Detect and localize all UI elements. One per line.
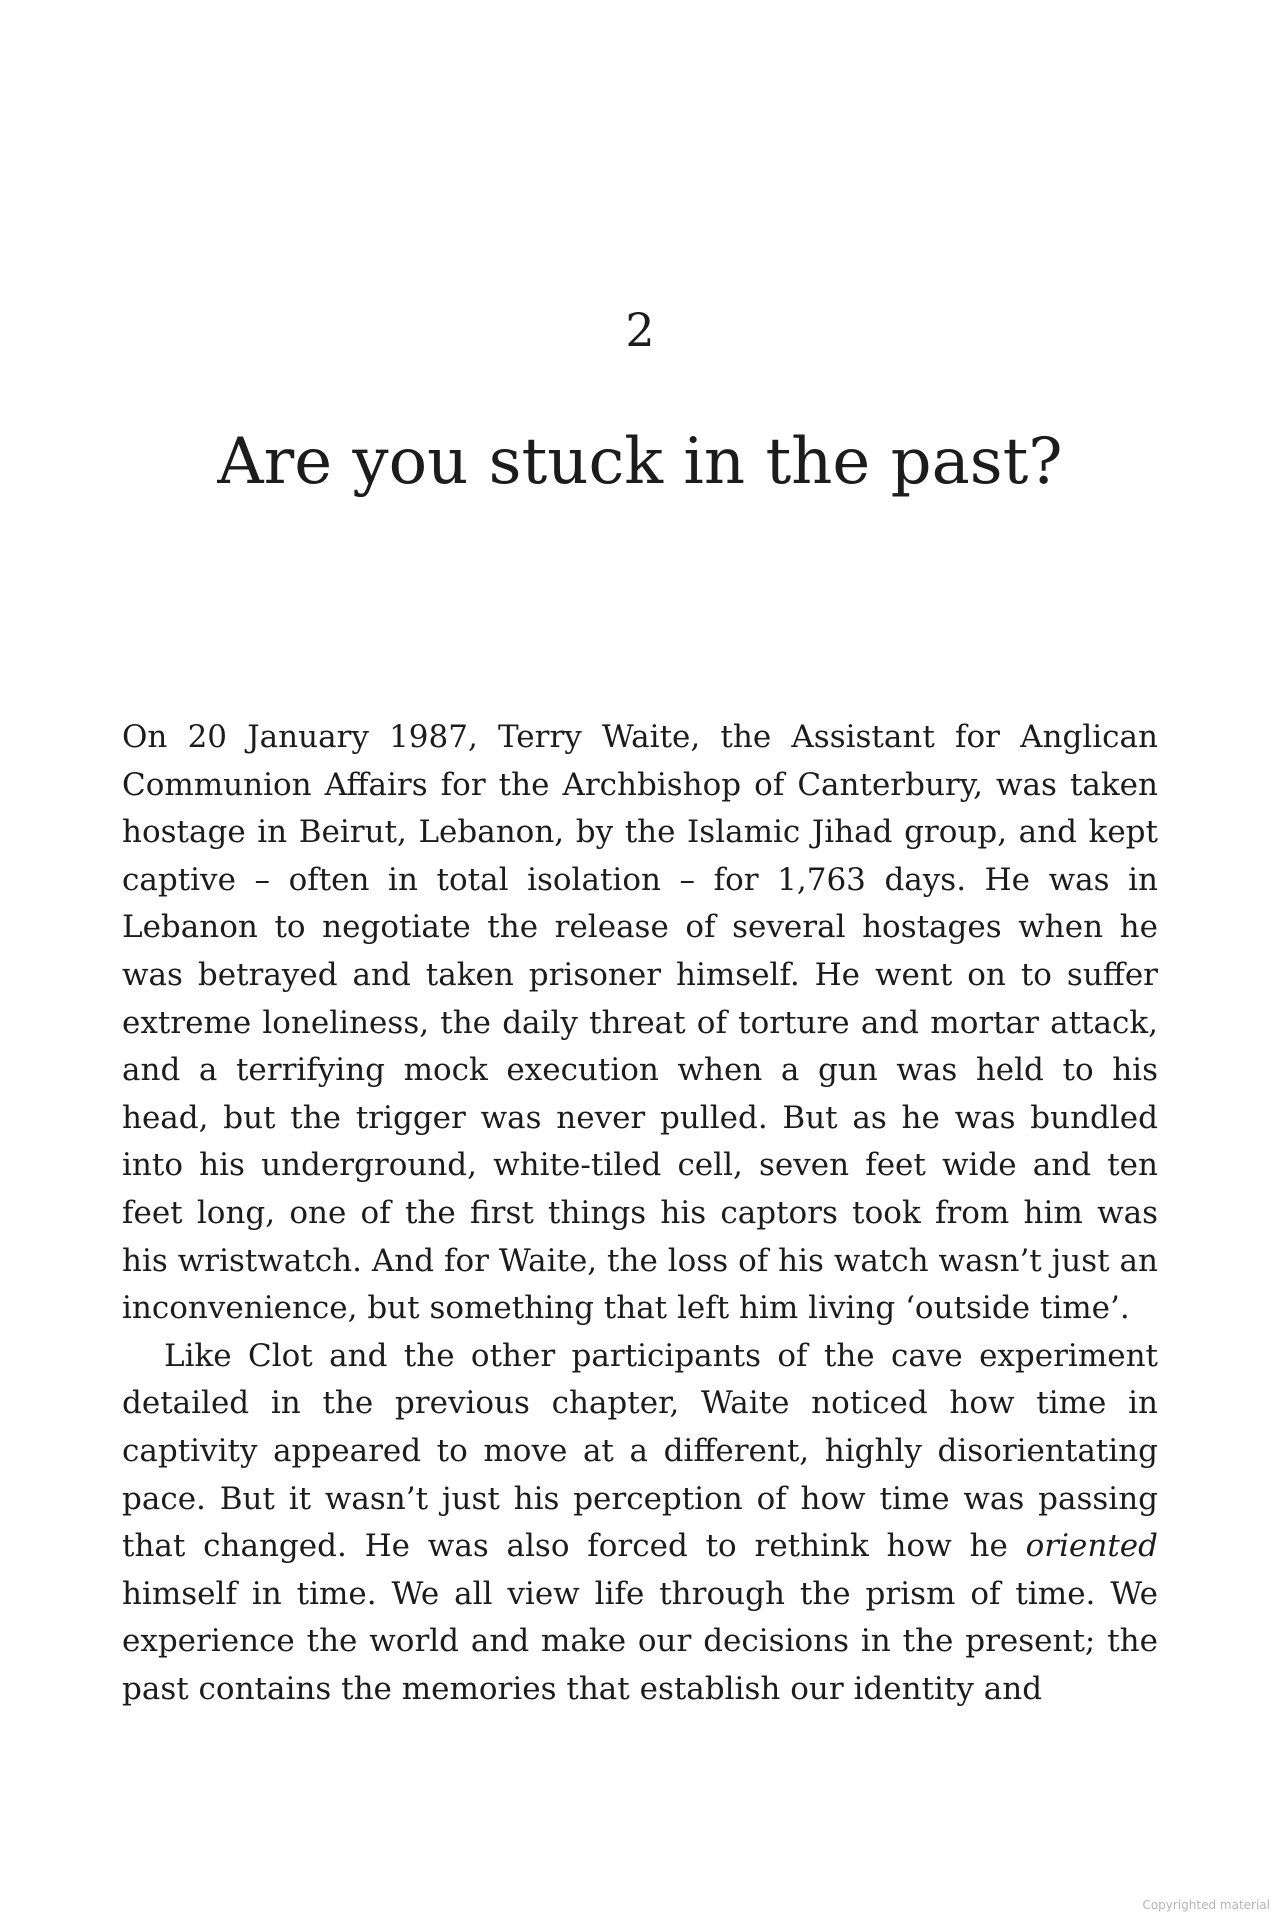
- chapter-body: [122, 714, 1158, 1713]
- paragraph-2: [122, 1333, 1158, 1714]
- paragraph-2-text-end: himself in time. We all view life through the prism of time. We experience the world and make our decisions in the present; the past contains the memories that establish our identity and: [122, 1575, 1158, 1707]
- paragraph-2-emphasis: oriented: [1025, 1528, 1158, 1565]
- chapter-number: 2: [625, 303, 655, 357]
- paragraph-1: On 20 January 1987, Terry Waite, the Assistant for Anglican Communion Affairs for the Archbishop of Canterbury, was taken hostage in Beirut, Lebanon, by the Islamic Jihad group, and kept captive – often in total isolation – for 1,763 days. He was in Lebanon to negotiate the release of several hostages when he was betrayed and taken prisoner himself. He went on to suffer extreme loneliness, the daily threat of torture and mortar attack, and a terrifying mock execution when a gun was held to his head, but the trigger was never pulled. But as he was bundled into his underground, white-tiled cell, seven feet wide and ten feet long, one of the first things his captors took from him was his wristwatch. And for Waite, the loss of his watch wasn’t just an inconvenience, but something that left him living ‘outside time’.: [122, 719, 1158, 1327]
- paragraph-2-text-start: Like Clot and the other participants of the cave experiment detailed in the previous chapter, Waite noticed how time in captivity appeared to move at a different, highly disorientating pace. But it wasn’t just his perception of how time was passing that changed. He was also forced to rethink how he: [122, 1337, 1158, 1565]
- copyright-notice: Copyrighted material: [1142, 1898, 1270, 1912]
- chapter-title: Are you stuck in the past?: [217, 425, 1063, 499]
